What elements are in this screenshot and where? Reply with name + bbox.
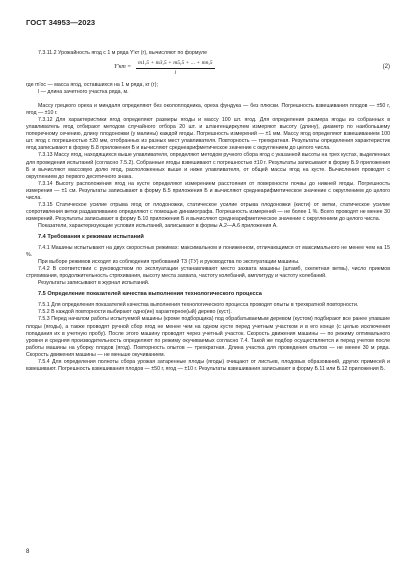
paragraph-7-3-15: 7.3.15 Статическое усилие отрыва ягод от плодоножки, статическое усилие отрыва плодоножки (кисти) от ветки, статическое усилие сопротивления ветки раздавливанию определяют с помощью динамографа. Погрешность измерений — не более 1 %. Всего проводят не менее 30 измерений. Результаты записывают в форму Б.10 приложения Б и вычисляют среднеарифметическое значение с округлением до целого числа.	[26, 201, 390, 222]
paragraph-mass-note: Массу грецкого ореха и миндаля определяют без околоплодника, ореха фундука — без плюски. Погрешность взвешивания плодов — ±50 г, ягод — ±10 г.	[26, 103, 390, 117]
page-number: 8	[26, 548, 30, 555]
section-heading-7-4: 7.4 Требования к режимам испытаний	[38, 233, 144, 240]
formula-fraction	[136, 60, 215, 77]
paragraph-7-3-11-2: 7.3.11.2 Урожайность ягод с 1 м ряда Y'кт (г), вычисляют по формуле	[38, 50, 208, 56]
paragraph-conditions-note: Показатели, характеризующие условия испытаний, записывают в формы А.2—А.6 приложения А.	[38, 222, 278, 229]
paragraph-mode-selection: При выборе режимов исходят из соблюдения требований ТЗ (ТУ) и руководства по эксплуатации машины.	[38, 259, 300, 266]
formula-number: (2)	[382, 64, 390, 71]
formula-numerator: m1,5 + m3,5 + m5,5 + ... + mn,5	[136, 60, 215, 69]
formula-where-line-1: где m'ос — масса ягод, оставшихся на 1 м ряда, кг (г);	[26, 82, 158, 89]
formula-where-line-2: l — длина зачетного участка ряда, м.	[38, 89, 129, 96]
formula-denominator: l	[174, 70, 177, 77]
formula-lhs: Y'кт =	[114, 64, 132, 71]
paragraph-7-5-2: 7.5.2 В каждой повторности выбирают одно(ин) характерное(ый) дерево (куст).	[38, 309, 232, 316]
formula-2	[26, 60, 390, 80]
paragraph-results-journal: Результаты записывают в журнал испытаний.	[38, 280, 150, 287]
document-header: ГОСТ 34953—2023	[26, 18, 96, 27]
paragraph-7-5-3: 7.5.3 Перед началом работы испытуемой машины (кроме подборщика) под обрабатываемым деревом (кустом) подбирают все ранее упавшие плоды (ягоды), а также проводят ручной сбор ягод не менее чем на одном кусте перед учетным участком и в его конце (с целью исключения попадания их в учетную пробу). После этого машину проводят через учетный участок. Скорость движения машины — по режиму оптимального уровня и средняя производительность определяют по режиму окучиваемых согласно 7.4. Такой же подбор осуществляется и перед учетом после работы машины на уборку плодов (ягод). Повторность опытов — трехкратная. Длина участка для проведения опытов — не менее 30 м ряда. Скорость движения машины — не меньше окучиванием.	[26, 316, 390, 358]
paragraph-7-5-4: 7.5.4 Для определения полноты сбора урожая затаренные плоды (ягоды) очищают от листьев, плодовых образований, других примесей и взвешивают. Погрешность взвешивания плодов — ±50 г, ягод — ±10 г. Результаты взвешивания записывают в форму Б.11 или Б.12 приложения Б.	[26, 358, 390, 372]
paragraph-7-5-1: 7.5.1 Для определения показателей качества выполнения технологического процесса проводят опыты в трехкратной повторности.	[38, 302, 359, 309]
paragraph-7-4-1: 7.4.1 Машины испытывают на двух скоростных режимах: максимальном и пониженном, отличающимся от максимального не менее чем на 15 %.	[26, 245, 390, 259]
paragraph-7-3-13: 7.3.13 Массу ягод, находящихся выше улавливателя, определяют методом ручного сбора ягод с указанной высоты на трех кустах, выделенных для проведения испытаний (согласно 7.5.2). Собранные ягоды взвешивают с погрешностью ±10 г. Результаты записывают в форму Б.9 приложения Б и вычисляют массовую долю ягод, расположенных выше и ниже улавливателя, от общей массы ягод на кусте. Вычисления проводят с округлением до первого десятичного знака.	[26, 152, 390, 180]
section-heading-7-5: 7.5 Определение показателей качества выполнения технологического процесса	[38, 291, 262, 298]
document-body	[26, 50, 390, 373]
paragraph-7-4-2: 7.4.2 В соответствии с руководством по эксплуатации устанавливают место захвата машины (штамб, скелетная ветвь), число приемов стряхивания, продолжительность стряхивания, высоту места захвата, частоту колебаний, амплитуду и частоту колебаний.	[26, 266, 390, 280]
paragraph-7-3-12: 7.3.12 Для характеристики ягод определяют размеры ягоды и массу 100 шт. ягод. Для определения размера ягоды из собранных в улавливатель ягод отбирают методом случайного отбора 20 шт. и штангенциркулем измеряют высоту (длину), диаметр по наибольшему поперечному сечению, длину плодоножки (у малины) каждой ягоды. Погрешность измерений — ±1 мм. Массу ягод определяют взвешиванием 100 шт. ягод с погрешностью ±20 мм, отобранных из разных мест улавливателя. Повторность — трехкратная. Результаты определения характеристик ягод записывают в форму Б.8 приложения Б и вычисляют среднеарифметическое значение с округлением до целого числа.	[26, 117, 390, 152]
paragraph-7-3-14: 7.3.14 Высоту расположения ягод на кусте определяют измерением расстояния от поверхности почвы до нижней ягоды. Погрешность измерения — ±1 см. Результаты записывают в форму Б.5 приложения Б и вычисляют среднеарифметическое значение с округлением до целого числа.	[26, 180, 390, 201]
